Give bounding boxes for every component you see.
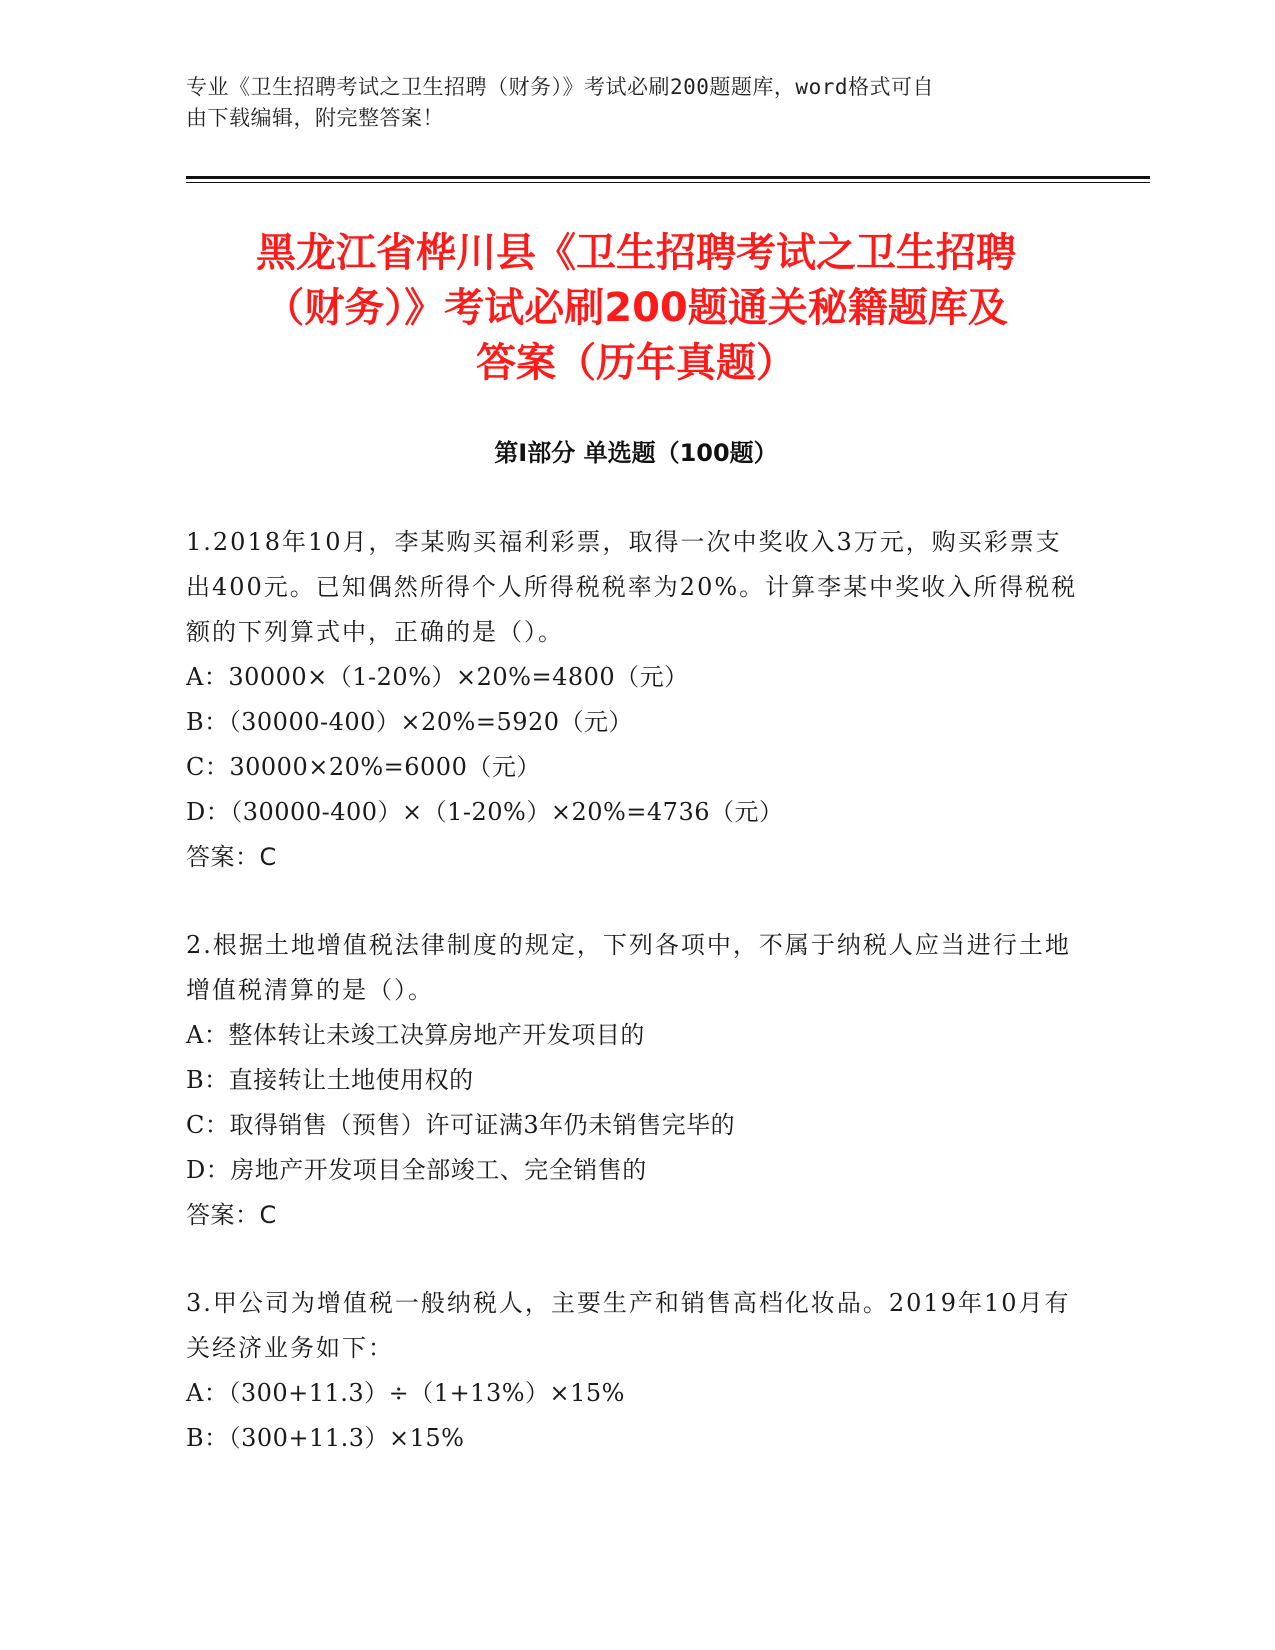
question-stem: 2.根据土地增值税法律制度的规定，下列各项中，不属于纳税人应当进行土地增值税清算的是（）。 xyxy=(186,931,1071,1004)
option-d: D：（30000-400）×（1-20%）×20%=4736（元） xyxy=(186,798,784,826)
header-note xyxy=(186,72,1066,134)
question-1 xyxy=(186,520,1086,880)
question-2 xyxy=(186,923,1086,1238)
document-title xyxy=(186,226,1086,391)
section-title: 第Ⅰ部分 单选题（100题） xyxy=(494,439,778,467)
option-c: C：30000×20%=6000（元） xyxy=(186,753,541,781)
option-b: B：直接转让土地使用权的 xyxy=(186,1066,474,1094)
header-note-line-1: 专业《卫生招聘考试之卫生招聘（财务）》考试必刷200题题库，word格式可自 xyxy=(186,75,934,99)
header-note-line-2: 由下载编辑，附完整答案！ xyxy=(186,106,444,130)
document-title-line-3: 答案（历年真题） xyxy=(476,340,796,386)
option-c: C：取得销售（预售）许可证满3年仍未销售完毕的 xyxy=(186,1111,736,1139)
option-a: A：整体转让未竣工决算房地产开发项目的 xyxy=(186,1021,645,1049)
option-d: D：房地产开发项目全部竣工、完全销售的 xyxy=(186,1156,647,1184)
answer: 答案：C xyxy=(186,843,277,871)
document-title-line-2: （财务）》考试必刷200题通关秘籍题库及 xyxy=(264,285,1008,331)
question-stem: 1.2018年10月，李某购买福利彩票，取得一次中奖收入3万元，购买彩票支出400元。已知偶然所得个人所得税税率为20%。计算李某中奖收入所得税税额的下列算式中，正确的是（）。 xyxy=(186,528,1078,646)
question-3 xyxy=(186,1281,1086,1461)
header-rule-thick xyxy=(186,176,1150,179)
option-a: A：30000×（1-20%）×20%=4800（元） xyxy=(186,663,689,691)
document-title-line-1: 黑龙江省桦川县《卫生招聘考试之卫生招聘 xyxy=(256,230,1016,276)
option-b: B：（300+11.3）×15% xyxy=(186,1424,465,1452)
question-stem: 3.甲公司为增值税一般纳税人，主要生产和销售高档化妆品。2019年10月有关经济业务如下： xyxy=(186,1289,1071,1362)
answer: 答案：C xyxy=(186,1201,277,1229)
option-b: B：（30000-400）×20%=5920（元） xyxy=(186,708,634,736)
option-a: A：（300+11.3）÷（1+13%）×15% xyxy=(186,1379,625,1407)
header-rule-thin xyxy=(186,182,1150,183)
question-list xyxy=(186,520,1086,1504)
